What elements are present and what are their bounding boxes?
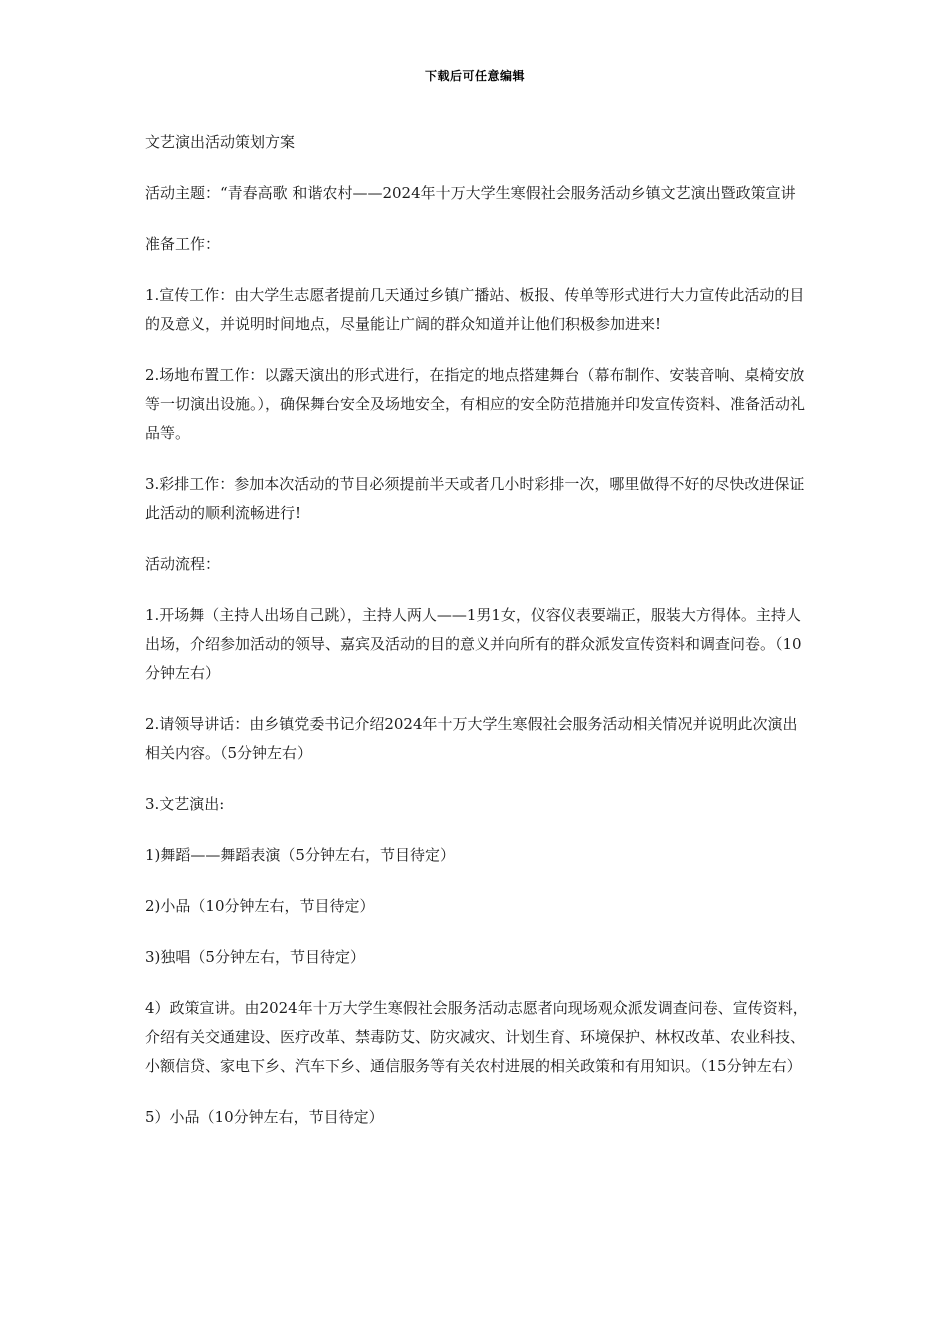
performance-policy-talk: 4）政策宣讲。由2024年十万大学生寒假社会服务活动志愿者向现场观众派发调查问卷、宣传资料，介绍有关交通建设、医疗改革、禁毒防艾、防灾减灾、计划生育、环境保护、林权改革、农业科技、小额信贷、家电下乡、汽车下乡、通信服务等有关农村进展的相关政策和有用知识。（15分钟左右） xyxy=(145,999,808,1075)
section-heading-process: 活动流程： xyxy=(145,555,221,573)
process-item-leader-speech: 2.请领导讲话：由乡镇党委书记介绍2024年十万大学生寒假社会服务活动相关情况并说明此次演出相关内容。（5分钟左右） xyxy=(145,715,798,762)
prep-item-publicity: 1.宣传工作：由大学生志愿者提前几天通过乡镇广播站、板报、传单等形式进行大力宣传此活动的目的及意义，并说明时间地点，尽量能让广阔的群众知道并让他们积极参加进来! xyxy=(145,286,805,333)
process-item-performance: 3.文艺演出: xyxy=(145,795,225,813)
section-heading-preparation: 准备工作： xyxy=(145,235,221,253)
process-item-opening: 1.开场舞（主持人出场自己跳），主持人两人——1男1女，仪容仪表要端正，服装大方得体。主持人出场，介绍参加活动的领导、嘉宾及活动的目的意义并向所有的群众派发宣传资料和调查问卷。（10分钟左右） xyxy=(145,606,802,682)
document-body xyxy=(145,128,810,1154)
download-edit-note: 下载后可任意编辑 xyxy=(424,69,525,83)
performance-dance: 1)舞蹈——舞蹈表演（5分钟左右，节目待定） xyxy=(145,846,455,864)
prep-item-venue: 2.场地布置工作：以露天演出的形式进行，在指定的地点搭建舞台（幕布制作、安装音响、桌椅安放等一切演出设施。），确保舞台安全及场地安全，有相应的安全防范措施并印发宣传资料、准备活动礼品等。 xyxy=(145,366,806,442)
prep-item-rehearsal: 3.彩排工作：参加本次活动的节目必须提前半天或者几小时彩排一次，哪里做得不好的尽快改进保证此活动的顺利流畅进行! xyxy=(145,475,805,522)
doc-title: 文艺演出活动策划方案 xyxy=(145,133,296,151)
performance-sketch-2: 5）小品（10分钟左右，节目待定） xyxy=(145,1108,384,1126)
activity-theme: 活动主题：“青春高歌 和谐农村——2024年十万大学生寒假社会服务活动乡镇文艺演出暨政策宣讲 xyxy=(145,184,796,202)
performance-sketch: 2)小品（10分钟左右，节目待定） xyxy=(145,897,375,915)
performance-solo: 3)独唱（5分钟左右，节目待定） xyxy=(145,948,365,966)
